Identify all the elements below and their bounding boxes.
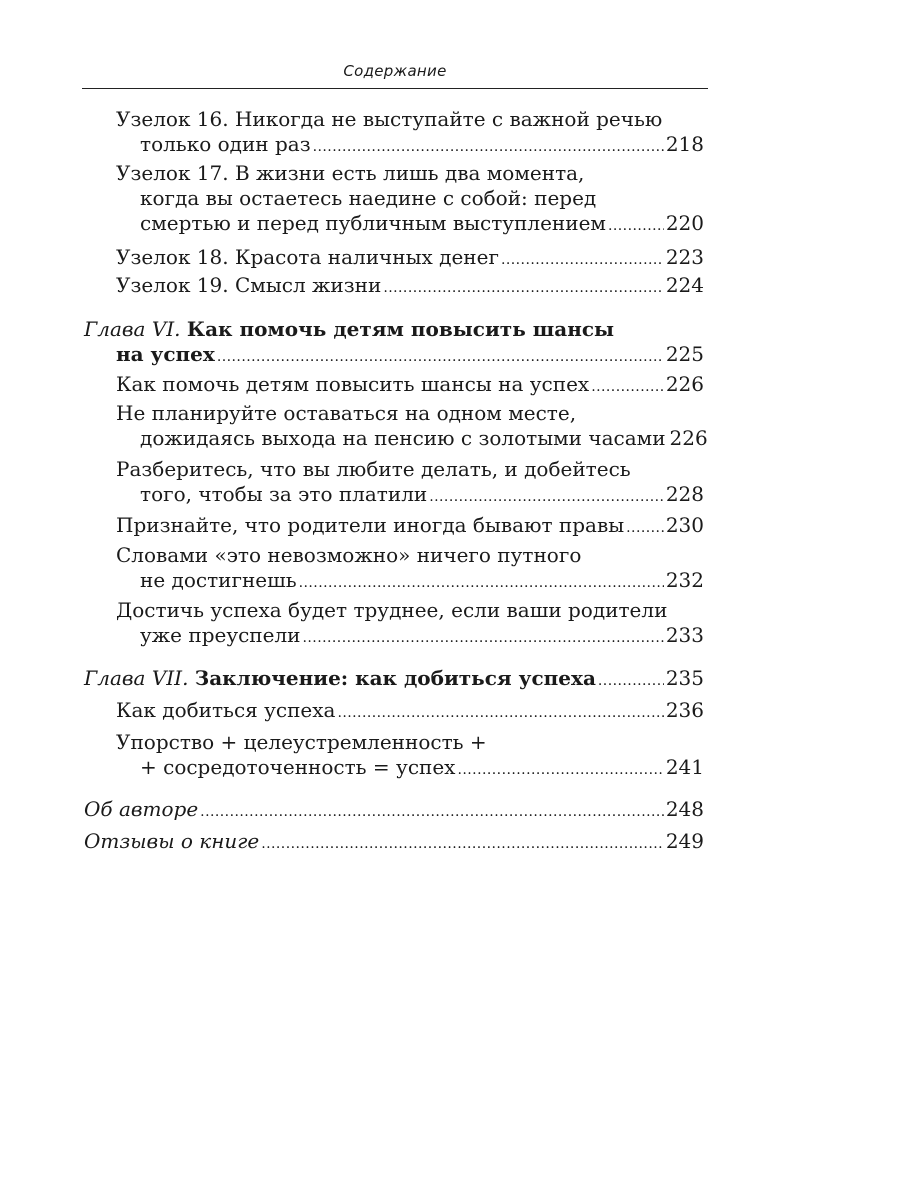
toc-entry-line: Словами «это невозможно» ничего путного <box>116 543 582 567</box>
page-number: 220 <box>665 211 704 235</box>
toc-chapter-row[interactable] <box>116 341 704 367</box>
dot-leader <box>299 567 664 593</box>
toc-entry-row[interactable] <box>116 272 704 298</box>
dot-leader <box>591 371 664 397</box>
toc-entry-text: дожидаясь выхода на пенсию с золотыми часами <box>140 426 666 450</box>
toc-entry-line: Не планируйте оставаться на одном месте, <box>116 401 577 425</box>
page-number: 218 <box>665 132 704 156</box>
running-head: Содержание <box>343 62 447 80</box>
dot-leader <box>457 754 663 780</box>
toc-entry-line: Упорство + целеустремленность + <box>116 730 487 754</box>
backmatter-label: Отзывы о книге <box>84 829 260 853</box>
toc-entry-line: Узелок 17. В жизни есть лишь два момента, <box>116 161 585 185</box>
page-number: 228 <box>665 482 704 506</box>
toc-entry-row[interactable] <box>140 754 704 780</box>
page-number: 226 <box>669 426 708 450</box>
chapter-heading <box>84 316 614 342</box>
chapter-label: Глава VII. <box>84 666 189 690</box>
toc-entry-row[interactable] <box>140 567 704 593</box>
toc-entry-text: Узелок 19. Смысл жизни <box>116 273 382 297</box>
page-number: 225 <box>665 342 704 366</box>
toc-entry-text: + сосредоточенность = успех <box>140 755 456 779</box>
dot-leader <box>337 697 663 723</box>
page-number: 235 <box>665 666 704 690</box>
toc-entry-text: Узелок 18. Красота наличных денег <box>116 245 499 269</box>
page-number: 226 <box>665 372 704 396</box>
toc-entry-row[interactable] <box>116 697 704 723</box>
page-number: 232 <box>665 568 704 592</box>
chapter-title: Как помочь детям повысить шансы <box>186 317 615 341</box>
toc-entry-text: Как помочь детям повысить шансы на успех <box>116 372 590 396</box>
chapter-title: Заключение: как добиться успеха <box>194 666 596 690</box>
toc-chapter-row[interactable] <box>84 665 704 691</box>
chapter-label: Глава VI. <box>84 317 181 341</box>
toc-entry-text: не достигнешь <box>140 568 297 592</box>
toc-entry-row[interactable] <box>140 131 704 157</box>
toc-entry-text: уже преуспели <box>140 623 301 647</box>
toc-entry-text: Признайте, что родители иногда бывают правы <box>116 513 625 537</box>
toc-entry-row[interactable] <box>116 371 704 397</box>
dot-leader <box>217 341 664 367</box>
toc-entry-row[interactable] <box>116 512 704 538</box>
dot-leader <box>261 828 664 854</box>
dot-leader <box>313 131 664 157</box>
dot-leader <box>383 272 664 298</box>
page-number: 224 <box>665 273 704 297</box>
toc-entry-line: Разберитесь, что вы любите делать, и добейтесь <box>116 457 631 481</box>
toc-entry-line: Достичь успеха будет труднее, если ваши родители <box>116 598 668 622</box>
dot-leader <box>501 244 664 270</box>
page-number: 223 <box>665 245 704 269</box>
toc-entry-line: когда вы остаетесь наедине с собой: перед <box>140 186 597 210</box>
toc-entry-row[interactable] <box>116 244 704 270</box>
backmatter-label: Об авторе <box>84 797 199 821</box>
toc-entry-text: Как добиться успеха <box>116 698 336 722</box>
chapter-title: на успех <box>116 342 215 366</box>
page-number: 249 <box>665 829 704 853</box>
toc-backmatter-row[interactable] <box>84 796 704 822</box>
dot-leader <box>626 512 664 538</box>
page-number: 233 <box>665 623 704 647</box>
toc-entry-text: смертью и перед публичным выступлением <box>140 211 606 235</box>
toc-entry-row[interactable] <box>140 481 704 507</box>
toc-entry-text: только один раз <box>140 132 311 156</box>
page-number: 230 <box>665 513 704 537</box>
dot-leader <box>303 622 664 648</box>
toc-entry-line: Узелок 16. Никогда не выступайте с важной речью <box>116 107 663 131</box>
dot-leader <box>200 796 664 822</box>
chapter-heading <box>84 665 596 691</box>
toc-backmatter-row[interactable] <box>84 828 704 854</box>
page-number: 236 <box>665 698 704 722</box>
dot-leader <box>598 665 664 691</box>
dot-leader <box>608 210 664 236</box>
toc-entry-row[interactable] <box>140 622 704 648</box>
toc-entry-row[interactable] <box>140 425 708 451</box>
page-number: 241 <box>665 755 704 779</box>
toc-entry-text: того, чтобы за это платили <box>140 482 428 506</box>
dot-leader <box>429 481 664 507</box>
toc-entry-row[interactable] <box>140 210 704 236</box>
page-number: 248 <box>665 797 704 821</box>
